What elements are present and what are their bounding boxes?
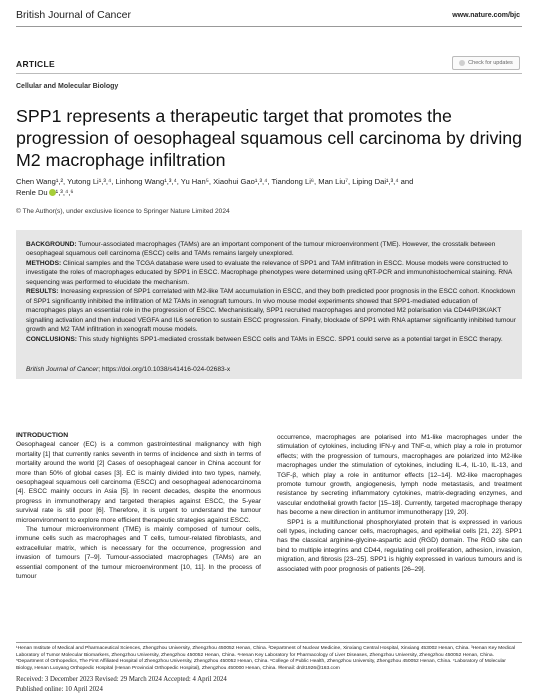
author-renle-du[interactable]: Renle Du bbox=[16, 188, 48, 197]
copyright-notice: © The Author(s), under exclusive licence to Springer Nature Limited 2024 bbox=[16, 208, 230, 215]
abstract-background: Tumour-associated macrophages (TAMs) are an important component of the tumour microenvironment (TME). However, the crosstalk between oesophageal squamous cell carcinoma (ESCC) cells and TAMs remains largely unexplored. bbox=[26, 241, 496, 258]
abstract-conclusions: This study highlights SPP1-mediated crosstalk between ESCC cells and TAMs in ESCC. SPP1 could serve as a potential target in ESCC therapy. bbox=[76, 335, 503, 343]
published-date: Published online: 10 April 2024 bbox=[16, 686, 103, 693]
check-for-updates-label: Check for updates bbox=[468, 60, 513, 66]
abstract-background-label: BACKGROUND: bbox=[26, 241, 77, 248]
article-type: ARTICLE bbox=[16, 59, 55, 69]
check-for-updates-button[interactable] bbox=[452, 56, 520, 70]
intro-heading: INTRODUCTION bbox=[16, 432, 69, 439]
intro-paragraph-1: Oesophageal cancer (EC) is a common gastrointestinal malignancy with high mortality [1] that currently ranks seventh in terms of incidence and sixth in terms of mortality around the world [2] Cases of oesophageal cancer in China account for more than 50% of global cases [3]. EC is mainly divided into two types, namely, oesophageal squamous cell carcinoma (ESCC) and oesophageal adenocarcinoma [4]. ESCC mainly occurs in Asia [5]. In recent decades, despite the enormous progress in immunotherapy and targeted therapies against ESCC, the 5-year survival rate is still poor [6]. Therefore, it is urgent to understand the tumour microenvironment to explore more efficient therapeutic strategies against ESCC. bbox=[16, 441, 261, 524]
abstract-results-label: RESULTS: bbox=[26, 288, 59, 296]
intro-paragraph-2: The tumour microenvironment (TME) is mainly composed of tumour cells, immune cells such as macrophages and T cells, tumour-related fibroblasts, and extracellular matrix, which is necessary for the occurrence, progression and invasion of tumours [7–9]. Tumour-associated macrophages (TAMs) are an essential component of the tumour microenvironment [10, 11]. In the process of tumour bbox=[16, 526, 261, 581]
author-list bbox=[16, 176, 516, 198]
body-left-column bbox=[16, 431, 261, 582]
author-renle-du-affil: ¹,³,⁴,⁶ bbox=[55, 188, 74, 197]
subject-category: Cellular and Molecular Biology bbox=[16, 83, 119, 90]
author-line-2 bbox=[16, 187, 516, 198]
journal-url[interactable]: www.nature.com/bjc bbox=[452, 12, 520, 19]
article-title: SPP1 represents a therapeutic target that promotes the progression of oesophageal squamous cell carcinoma by driving M2 macrophage infiltration bbox=[16, 106, 523, 170]
header-divider bbox=[16, 26, 522, 27]
citation-line bbox=[26, 366, 230, 373]
abstract-text bbox=[26, 240, 516, 344]
journal-name: British Journal of Cancer bbox=[16, 9, 131, 21]
affiliations: ¹Henan Institute of Medical and Pharmaceutical Sciences, Zhengzhou University, Zhengzhou 450052 Henan, China. ²Department of Nuclear Medicine, Xinxiang Central Hospital, Xinxiang 453002 Henan, China. ³Henan Key Medical Laboratory of Tumor Molecular Biomarkers, Zhengzhou University, Zhengzhou 450052 Henan, China. ⁴Henan Key Laboratory for Pharmacology of Liver Diseases, Zhengzhou University, Zhengzhou 450052 Henan, China. ⁵Department of Orthopedics, The First Affiliated Hospital of Zhengzhou University, Zhengzhou 450052 Henan, China. ⁶College of Public Health, Zhengzhou University, Zhengzhou 450052 Henan, China. ⁷Laboratory of Molecular Biology, Henan Luoyang Orthopedic Hospital (Henan Provincial Orthopedic Hospital), Zhengzhou 450000 Henan, China. ✉email: drdr1926@163.com bbox=[16, 646, 516, 671]
citation-journal: British Journal of Cancer bbox=[26, 366, 99, 373]
received-dates: Received: 3 December 2023 Revised: 29 March 2024 Accepted: 4 April 2024 bbox=[16, 676, 227, 683]
abstract-conclusions-label: CONCLUSIONS: bbox=[26, 335, 77, 343]
orcid-icon[interactable] bbox=[49, 189, 56, 196]
citation-doi[interactable]: ; https://doi.org/10.1038/s41416-024-02683-x bbox=[98, 366, 231, 373]
abstract-methods-label: METHODS: bbox=[26, 259, 62, 267]
article-divider bbox=[16, 73, 522, 74]
intro-paragraph-4: SPP1 is a multifunctional phosphorylated protein that is expressed in various cell types, including cancer cells, macrophages, and epithelial cells [21, 22]. SPP1 has the classical arginine-glycine-aspartic acid (RGD) domain. The RGD site can bind to multiple integrins and CD44, regulating cell proliferation, adhesion, invasion, migration, and fibrosis [23–25]. SPP1 is highly expressed in various tumours and is associated with poor prognosis of patients [26–29]. bbox=[277, 518, 522, 573]
abstract-results: Increasing expression of SPP1 correlated with M2-like TAM accumulation in ESCC, and they both predicted poor prognosis in the ESCC cohort. Knockdown of SPP1 significantly inhibited the infiltration of M2 TAMs in xenograft tumours. In vivo mouse model experiments showed that SPP1-mediated education of macrophages plays an essential role in the progression of ESCC. Mechanistically, SPP1 recruited macrophages and promoted M2 polarisation via CD44/PI3K/AKT signalling activation and then induced VEGFA and IL6 secretion to sustain ESCC progression. Finally, blockade of SPP1 with RNA aptamer significantly inhibited tumour growth and M2 TAM infiltration in xenograft mouse models. bbox=[26, 288, 516, 334]
intro-paragraph-3: occurrence, macrophages are polarised into M1-like macrophages under the stimulation of cytokines, including IFN-γ and TNF-α, which play a role in protumor effects; with the progression of tumours, macrophages are polarized into M2-like macrophages under the stimulation of cytokines, including IL-4, IL-10, IL-13, and TGF-β, which play a role in antitumor effects [12–14]. M2-like macrophages promote tumour growth, angiogenesis, lymph node metastasis, and treatment resistance by secreting inflammatory cytokines, matrix-degrading enzymes, and vascular endothelial growth factor [15–18]. Currently, targeted macrophage therapy has become a new direction in antitumor immunotherapy [19, 20]. bbox=[277, 434, 522, 517]
author-line-1: Chen Wang¹,², Yutong Li¹,³,⁴, Linhong Wang¹,³,⁴, Yu Han⁵, Xiaohui Gao¹,³,⁴, Tiandong Li⁶, Man Liu⁷, Liping Dai¹,³,⁴ and bbox=[16, 177, 414, 186]
affiliations-divider bbox=[16, 642, 522, 643]
crossmark-icon bbox=[459, 60, 465, 66]
body-right-column bbox=[277, 433, 522, 574]
abstract-methods: Clinical samples and the TCGA database were used to evaluate the relevance of SPP1 and TAM infiltration in ESCC. Mouse models were constructed to investigate the roles of macrophages educated by SPP1 in ESCC. Macrophage phenotypes were determined using qRT-PCR and immunohistochemical staining. RNA sequencing was performed to elucidate the mechanism. bbox=[26, 259, 512, 286]
